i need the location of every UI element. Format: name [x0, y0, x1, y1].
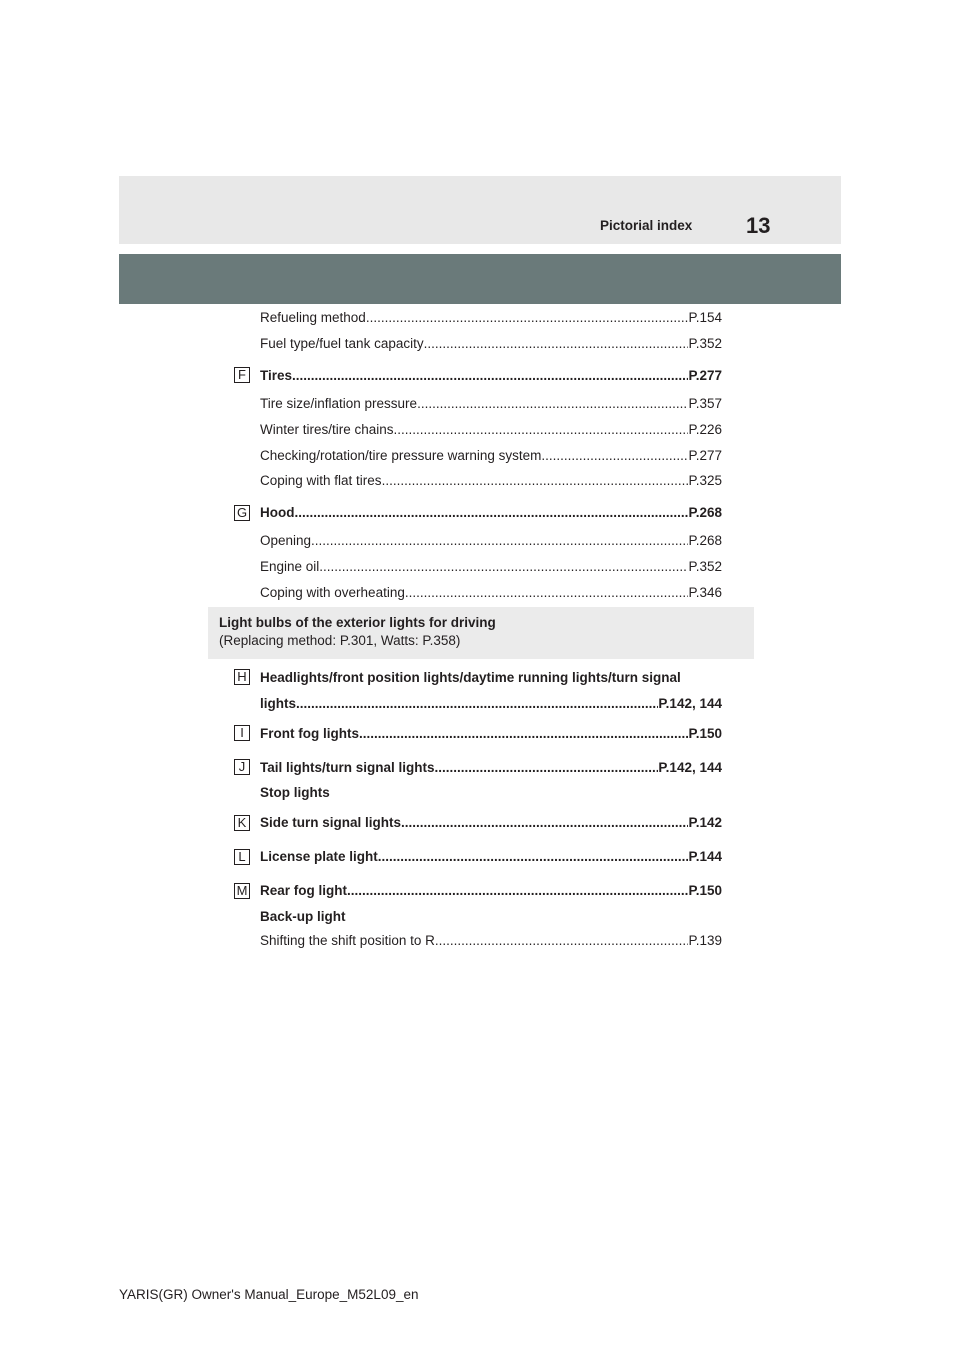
page-ref: P.139: [688, 933, 722, 948]
page-ref: P.277: [688, 368, 722, 383]
page-ref: P.226: [688, 422, 722, 437]
page-ref: P.352: [688, 336, 722, 351]
index-entry-stop-lights[interactable]: Stop lights: [260, 785, 330, 800]
light-bulbs-box: [208, 607, 754, 659]
page-ref: P.142: [688, 815, 722, 830]
page-ref: P.346: [688, 585, 722, 600]
callout-letter-j: J: [234, 759, 250, 775]
index-entry-tire-pressure-warning[interactable]: Checking/rotation/tire pressure warning system ..... P.277: [260, 447, 722, 465]
index-entry-flat-tires[interactable]: Coping with flat tires ..... P.325: [260, 472, 722, 490]
index-entry-rear-fog-light[interactable]: Rear fog light ..... P.150: [260, 882, 722, 900]
light-bulbs-title: Light bulbs of the exterior lights for driving: [219, 615, 496, 630]
index-entry-hood-opening[interactable]: Opening ..... P.268: [260, 532, 722, 550]
index-entry-tires[interactable]: Tires ..... P.277: [260, 367, 722, 385]
callout-letter-m: M: [234, 883, 250, 899]
light-bulbs-subtitle: (Replacing method: P.301, Watts: P.358): [219, 633, 461, 648]
index-entry-back-up-light[interactable]: Back-up light: [260, 909, 346, 924]
header-band: [119, 254, 841, 304]
index-entry-fuel-type[interactable]: Fuel type/fuel tank capacity ..... P.352: [260, 335, 722, 353]
index-entry-overheating[interactable]: Coping with overheating ..... P.346: [260, 584, 722, 602]
page-ref: P.268: [688, 533, 722, 548]
callout-letter-f: F: [234, 367, 250, 383]
page-ref: P.325: [688, 473, 722, 488]
header-bar: [119, 176, 841, 244]
index-entry-winter-tires[interactable]: Winter tires/tire chains ..... P.226: [260, 421, 722, 439]
index-entry-side-turn-signal[interactable]: Side turn signal lights ..... P.142: [260, 814, 722, 832]
footer-manual-id: YARIS(GR) Owner's Manual_Europe_M52L09_en: [119, 1287, 419, 1302]
index-entry-engine-oil[interactable]: Engine oil ..... P.352: [260, 558, 722, 576]
page-ref: P.142, 144: [658, 696, 722, 711]
index-entry-headlights-line1[interactable]: Headlights/front position lights/daytime running lights/turn signal: [260, 670, 681, 685]
callout-letter-g: G: [234, 505, 250, 521]
page-ref: P.150: [688, 726, 722, 741]
page-ref: P.142, 144: [658, 760, 722, 775]
index-entry-headlights[interactable]: lights ..... P.142, 144: [260, 695, 722, 713]
page-ref: P.154: [688, 310, 722, 325]
page-ref: P.268: [688, 505, 722, 520]
index-entry-tail-lights[interactable]: Tail lights/turn signal lights ..... P.142, 144: [260, 759, 722, 777]
callout-letter-l: L: [234, 849, 250, 865]
index-entry-tire-size[interactable]: Tire size/inflation pressure ..... P.357: [260, 395, 722, 413]
page-ref: P.150: [688, 883, 722, 898]
index-entry-license-plate-light[interactable]: License plate light ..... P.144: [260, 848, 722, 866]
section-title: Pictorial index: [600, 218, 693, 233]
index-entry-shift-position-r[interactable]: Shifting the shift position to R ..... P.139: [260, 932, 722, 950]
page-ref: P.277: [688, 448, 722, 463]
page-ref: P.357: [688, 396, 722, 411]
index-entry-hood[interactable]: Hood ..... P.268: [260, 504, 722, 522]
index-entry-front-fog-lights[interactable]: Front fog lights ..... P.150: [260, 725, 722, 743]
page-ref: P.352: [688, 559, 722, 574]
index-entry-refueling-method[interactable]: Refueling method ..... P.154: [260, 309, 722, 327]
callout-letter-i: I: [234, 725, 250, 741]
page-ref: P.144: [688, 849, 722, 864]
callout-letter-k: K: [234, 815, 250, 831]
page-number: 13: [746, 213, 771, 238]
callout-letter-h: H: [234, 669, 250, 685]
